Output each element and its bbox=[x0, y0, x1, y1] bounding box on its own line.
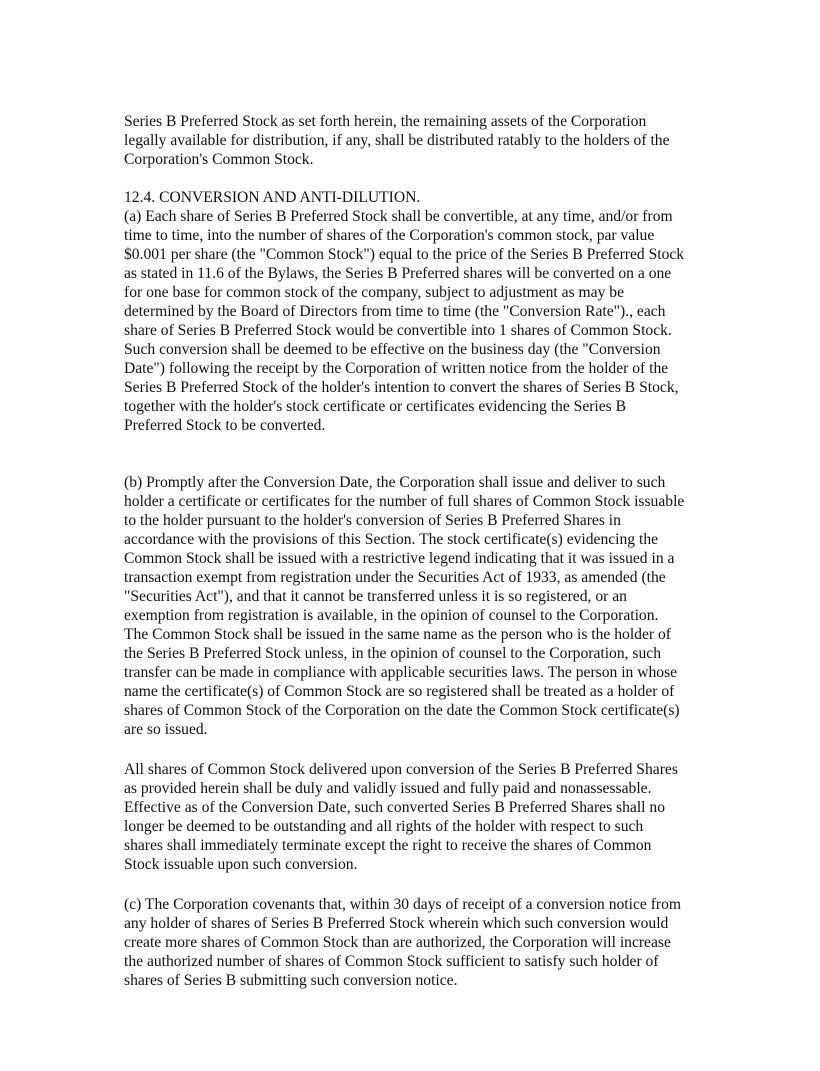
paragraph-3-line-3: to the holder pursuant to the holder's conversion of Series B Preferred Shares in bbox=[124, 512, 621, 529]
paragraph-2-line-6: for one base for common stock of the company, subject to adjustment as may be bbox=[124, 284, 625, 301]
paragraph-3-line-13: shares of Common Stock of the Corporation on the date the Common Stock certificate(s) bbox=[124, 702, 680, 719]
paragraph-5-line-2: any holder of shares of Series B Preferred Stock wherein which such conversion would bbox=[124, 915, 669, 932]
paragraph-2-line-13: Preferred Stock to be converted. bbox=[124, 417, 326, 434]
paragraph-2-line-4: $0.001 per share (the "Common Stock") equal to the price of the Series B Preferred Stock bbox=[124, 246, 685, 263]
paragraph-3-line-9: The Common Stock shall be issued in the same name as the person who is the holder of bbox=[124, 626, 671, 643]
paragraph-2-line-2: (a) Each share of Series B Preferred Stock shall be convertible, at any time, and/or from bbox=[124, 208, 673, 225]
paragraph-4-line-6: Stock issuable upon such conversion. bbox=[124, 856, 358, 873]
paragraph-5-line-3: create more shares of Common Stock than are authorized, the Corporation will increase bbox=[124, 934, 671, 951]
paragraph-4-line-1: All shares of Common Stock delivered upon conversion of the Series B Preferred Shares bbox=[124, 761, 678, 778]
paragraph-2-line-9: Such conversion shall be deemed to be effective on the business day (the "Conversion bbox=[124, 341, 661, 358]
section-heading: 12.4. CONVERSION AND ANTI-DILUTION. bbox=[124, 189, 421, 206]
paragraph-4-line-4: longer be deemed to be outstanding and all rights of the holder with respect to such bbox=[124, 818, 644, 835]
paragraph-3-line-11: transfer can be made in compliance with applicable securities laws. The person in whose bbox=[124, 664, 678, 681]
paragraph-1-line-1: Series B Preferred Stock as set forth herein, the remaining assets of the Corporation bbox=[124, 113, 647, 130]
paragraph-5-line-4: the authorized number of shares of Common Stock sufficient to satisfy such holder of bbox=[124, 953, 659, 970]
paragraph-3-line-1: (b) Promptly after the Conversion Date, the Corporation shall issue and deliver to such bbox=[124, 474, 666, 491]
paragraph-1-line-2: legally available for distribution, if any, shall be distributed ratably to the holders of the bbox=[124, 132, 670, 149]
paragraph-2-line-11: Series B Preferred Stock of the holder's intention to convert the shares of Series B Stock, bbox=[124, 379, 679, 396]
paragraph-3-line-14: are so issued. bbox=[124, 721, 208, 738]
paragraph-3-line-10: the Series B Preferred Stock unless, in the opinion of counsel to the Corporation, such bbox=[124, 645, 662, 662]
paragraph-2-line-3: time to time, into the number of shares of the Corporation's common stock, par value bbox=[124, 227, 655, 244]
paragraph-4-line-2: as provided herein shall be duly and validly issued and fully paid and nonassessable. bbox=[124, 780, 652, 797]
paragraph-3-line-4: accordance with the provisions of this Section. The stock certificate(s) evidencing the bbox=[124, 531, 659, 548]
paragraph-2-line-12: together with the holder's stock certificate or certificates evidencing the Series B bbox=[124, 398, 627, 415]
paragraph-2-line-5: as stated in 11.6 of the Bylaws, the Series B Preferred shares will be converted on a one bbox=[124, 265, 672, 282]
paragraph-4-line-5: shares shall immediately terminate except the right to receive the shares of Common bbox=[124, 837, 652, 854]
paragraph-3-line-7: "Securities Act"), and that it cannot be transferred unless it is so registered, or an bbox=[124, 588, 627, 605]
paragraph-3-line-6: transaction exempt from registration under the Securities Act of 1933, as amended (the bbox=[124, 569, 666, 586]
paragraph-3-line-5: Common Stock shall be issued with a restrictive legend indicating that it was issued in a bbox=[124, 550, 675, 567]
paragraph-2-line-7: determined by the Board of Directors from time to time (the "Conversion Rate")., each bbox=[124, 303, 666, 320]
paragraph-3-line-12: name the certificate(s) of Common Stock are so registered shall be treated as a holder of bbox=[124, 683, 675, 700]
paragraph-5-line-1: (c) The Corporation covenants that, within 30 days of receipt of a conversion notice from bbox=[124, 896, 682, 913]
paragraph-2-line-8: share of Series B Preferred Stock would be convertible into 1 shares of Common Stock. bbox=[124, 322, 672, 339]
paragraph-4-line-3: Effective as of the Conversion Date, such converted Series B Preferred Shares shall no bbox=[124, 799, 665, 816]
paragraph-3-line-8: exemption from registration is available, in the opinion of counsel to the Corporation. bbox=[124, 607, 659, 624]
paragraph-5-line-5: shares of Series B submitting such conversion notice. bbox=[124, 972, 458, 989]
paragraph-1-line-3: Corporation's Common Stock. bbox=[124, 151, 314, 168]
paragraph-2-line-10: Date") following the receipt by the Corporation of written notice from the holder of the bbox=[124, 360, 669, 377]
paragraph-3-line-2: holder a certificate or certificates for the number of full shares of Common Stock issuable bbox=[124, 493, 685, 510]
